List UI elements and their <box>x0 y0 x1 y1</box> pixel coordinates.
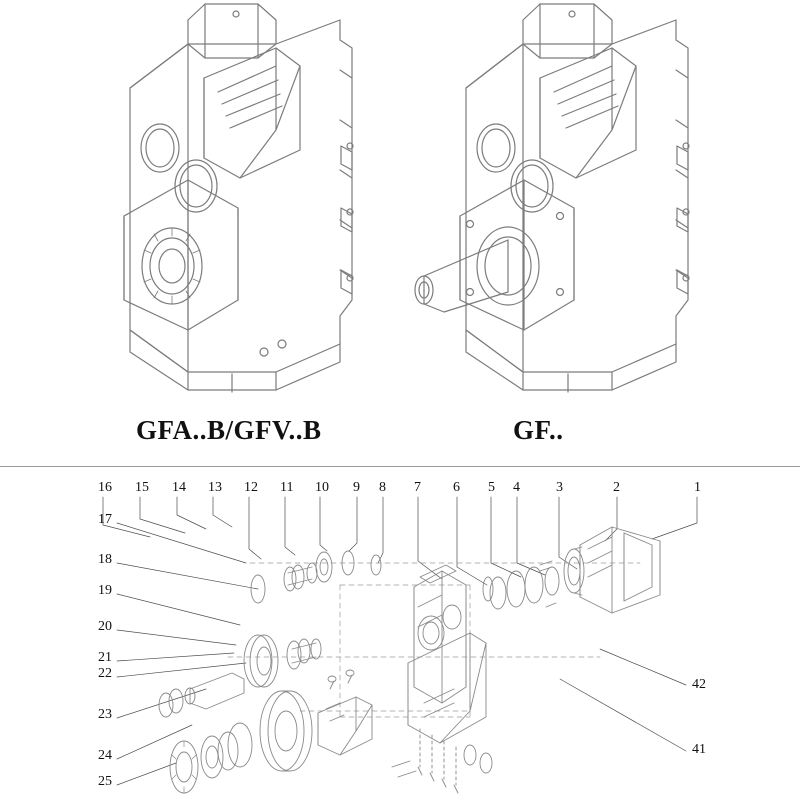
callout-1: 1 <box>694 480 701 495</box>
callout-5: 5 <box>488 480 495 495</box>
housing-part <box>408 565 486 793</box>
callout-42: 42 <box>692 677 706 692</box>
callout-13: 13 <box>208 480 222 495</box>
callout-10: 10 <box>315 480 329 495</box>
caption-left: GFA..B/GFV..B <box>136 415 322 445</box>
callout-22: 22 <box>98 666 112 681</box>
callout-3: 3 <box>556 480 563 495</box>
callout-4: 4 <box>513 480 520 495</box>
callout-7: 7 <box>414 480 421 495</box>
callout-18: 18 <box>98 552 112 567</box>
callout-19: 19 <box>98 583 112 598</box>
callout-2: 2 <box>613 480 620 495</box>
callout-21: 21 <box>98 650 112 665</box>
gears-bottom-axis <box>170 670 372 793</box>
callout-17: 17 <box>98 512 112 527</box>
exploded-parts-svg <box>0 467 800 800</box>
caption-right: GF.. <box>513 415 564 445</box>
callout-15: 15 <box>135 480 149 495</box>
callout-25: 25 <box>98 774 112 789</box>
callout-14: 14 <box>172 480 186 495</box>
callout-6: 6 <box>453 480 460 495</box>
gear-unit-right-drawing <box>415 4 689 392</box>
callout-12: 12 <box>244 480 258 495</box>
rings-top-axis <box>251 551 559 609</box>
callout-20: 20 <box>98 619 112 634</box>
motor-adapter-part <box>564 527 660 613</box>
callout-8: 8 <box>379 480 386 495</box>
callout-9: 9 <box>353 480 360 495</box>
callout-24: 24 <box>98 748 112 763</box>
exploded-view-area <box>0 467 800 800</box>
bottom-small-parts <box>392 745 492 777</box>
callout-23: 23 <box>98 707 112 722</box>
callout-41: 41 <box>692 742 706 757</box>
gear-unit-left-drawing <box>124 4 353 392</box>
gears-mid-axis <box>159 635 321 717</box>
callout-16: 16 <box>98 480 112 495</box>
callout-11: 11 <box>280 480 294 495</box>
captions-row <box>0 405 800 455</box>
